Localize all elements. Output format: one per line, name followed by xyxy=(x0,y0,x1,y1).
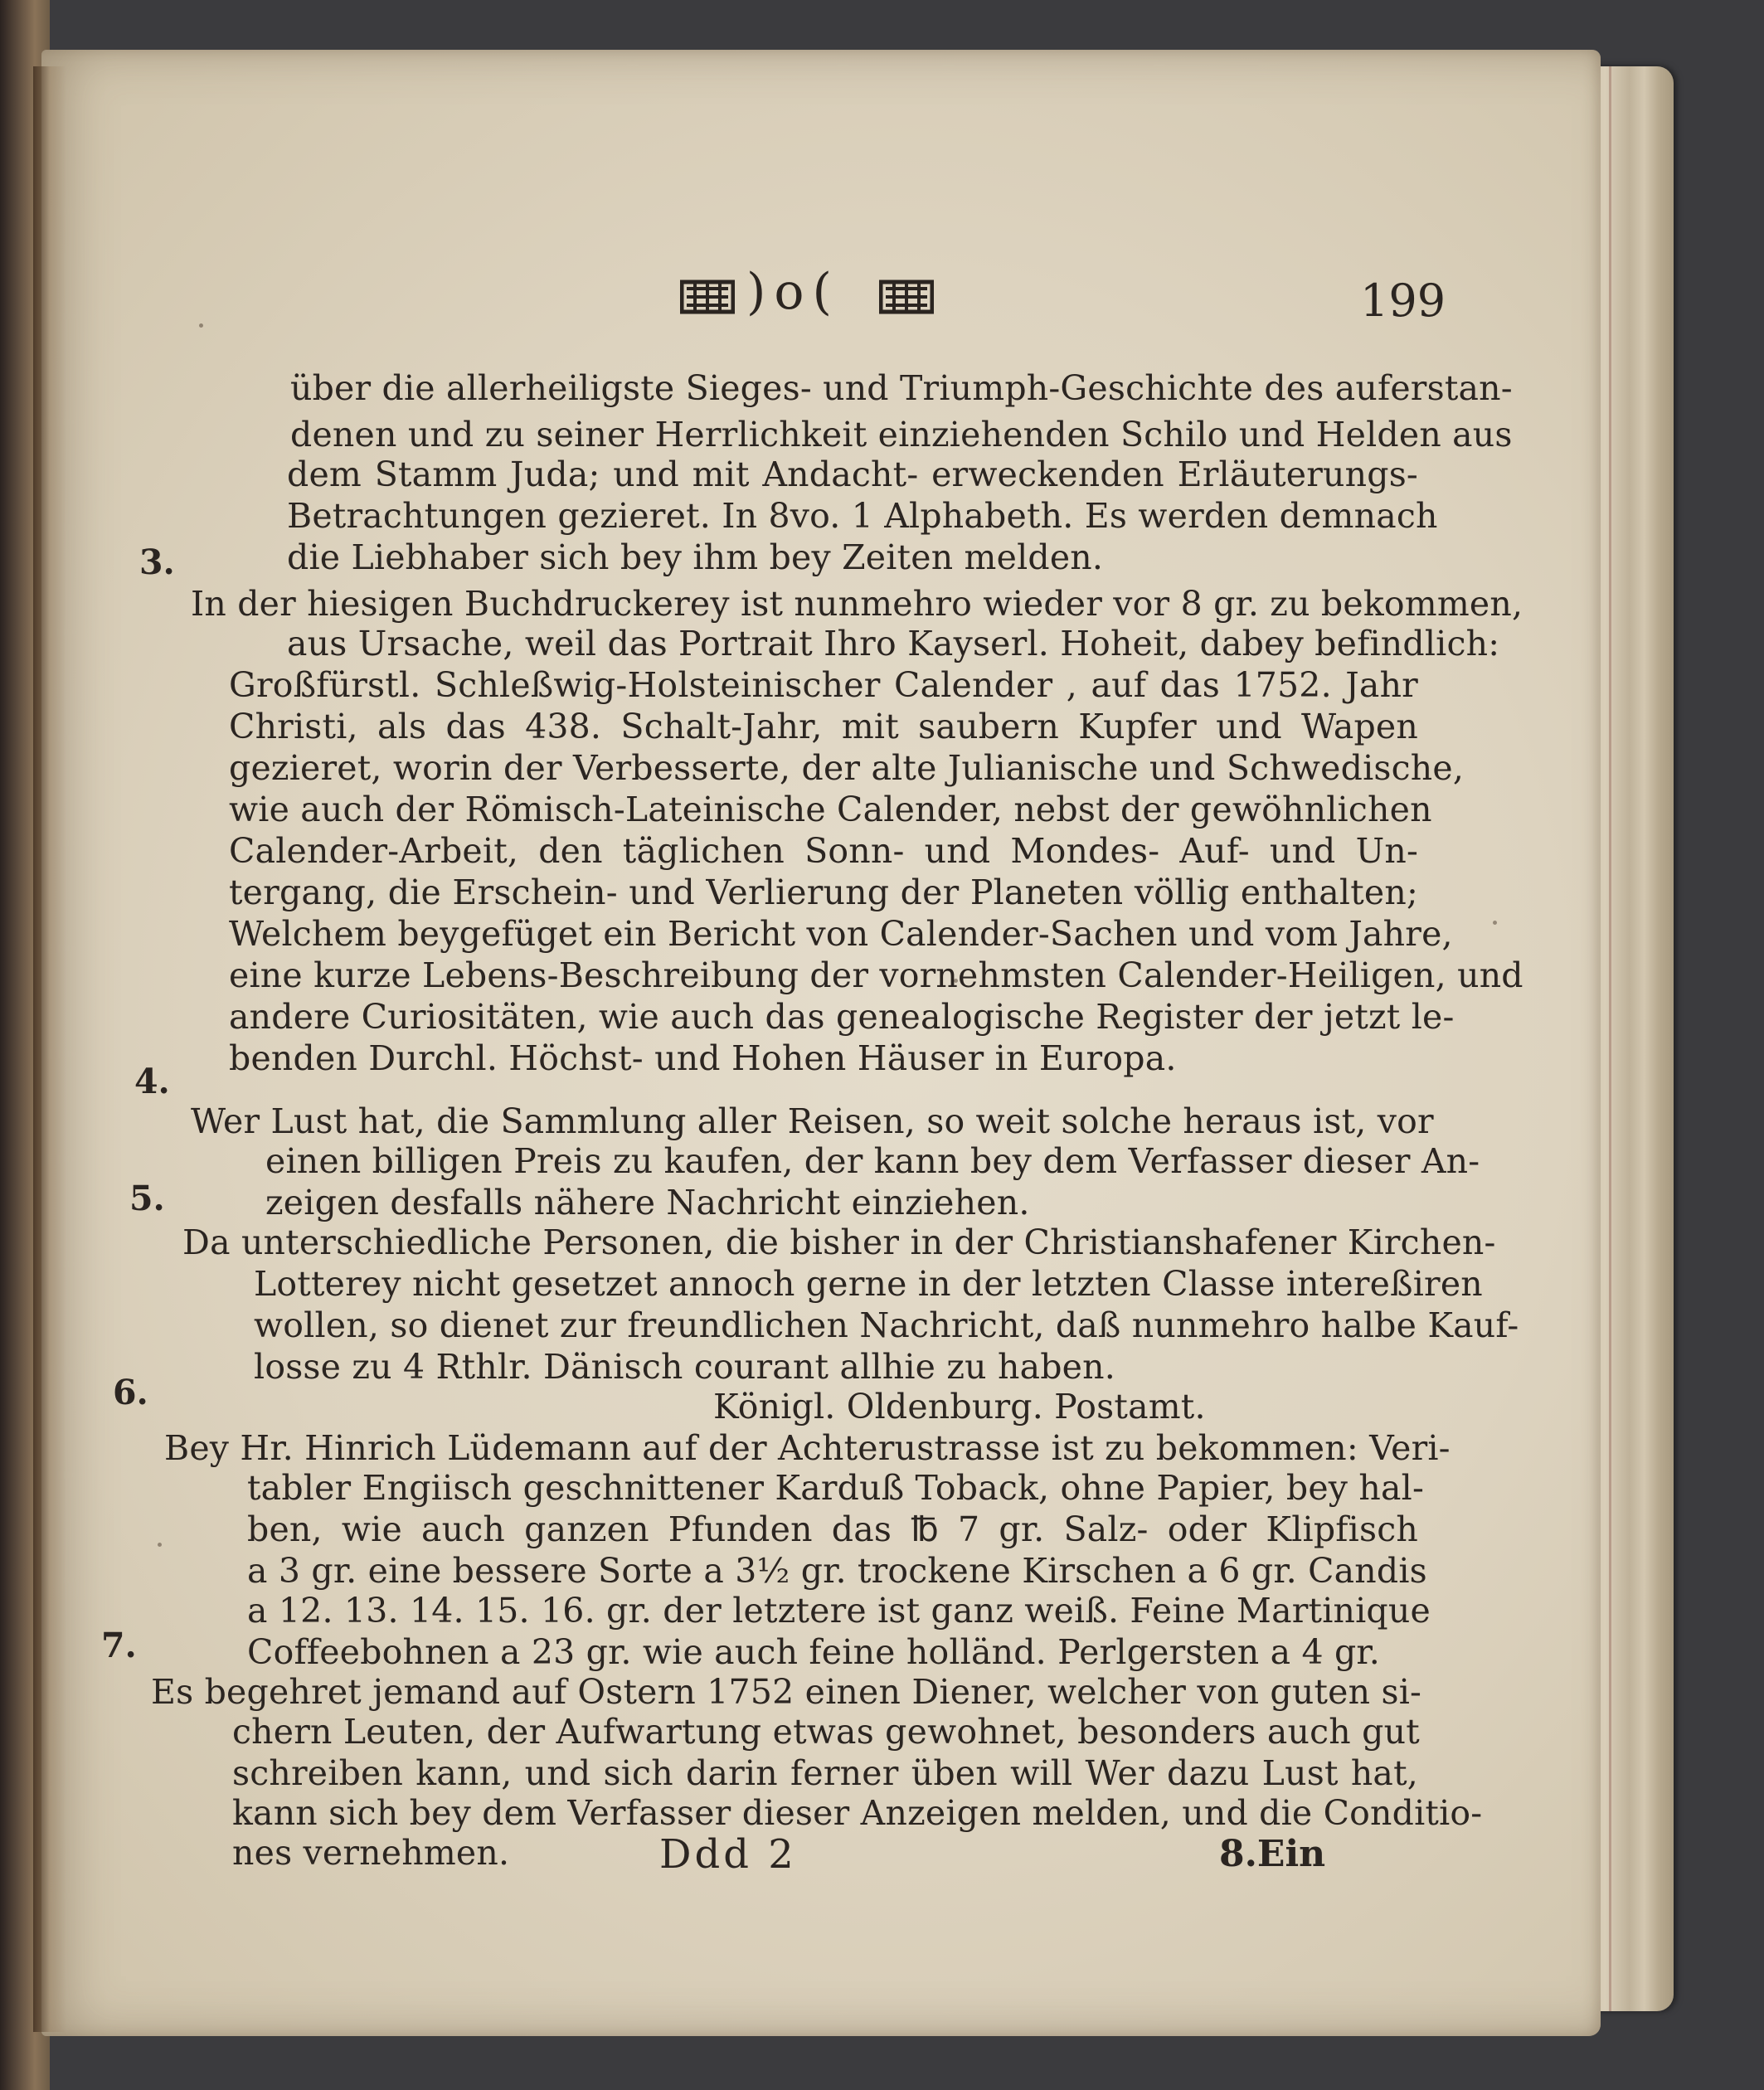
text-line: über die allerheiligste Sieges- und Triumph-Geschichte des auferstan- xyxy=(290,368,1513,408)
text-line: benden Durchl. Höchst- und Hohen Häuser in Europa. xyxy=(229,1038,1177,1078)
text-line: schreiben kann, und sich darin ferner üben will Wer dazu Lust hat, xyxy=(232,1753,1418,1793)
text-line: dem Stamm Juda; und mit Andacht- erweckenden Erläuterungs- xyxy=(287,454,1418,494)
text-line: Großfürstl. Schleßwig-Holsteinischer Calender , auf das 1752. Jahr xyxy=(229,665,1418,705)
text-line: wollen, so dienet zur freundlichen Nachricht, daß nunmehro halbe Kauf- xyxy=(254,1305,1519,1345)
text-line: ben, wie auch ganzen Pfunden das ℔ 7 gr. Salz- oder Klipfisch xyxy=(247,1509,1418,1549)
ornament-right-icon xyxy=(879,279,934,315)
paper-speck xyxy=(199,323,203,328)
text-line: einen billigen Preis zu kaufen, der kann bey dem Verfasser dieser An- xyxy=(265,1141,1480,1181)
page-header xyxy=(630,263,1446,347)
text-line: nes vernehmen. xyxy=(232,1833,510,1873)
page xyxy=(41,50,1601,2036)
text-line: Betrachtungen gezieret. In 8vo. 1 Alphabeth. Es werden demnach xyxy=(287,496,1438,536)
text-line: denen und zu seiner Herrlichkeit einziehenden Schilo und Helden aus xyxy=(290,415,1513,454)
signature-mark: Ddd 2 xyxy=(659,1831,797,1878)
text-line: andere Curiositäten, wie auch das genealogische Register der jetzt le- xyxy=(229,997,1455,1037)
text-line: Welchem beygefüget ein Bericht von Calender-Sachen und vom Jahre, xyxy=(229,914,1453,954)
text-line: Lotterey nicht gesetzet annoch gerne in der letzten Classe intereßiren xyxy=(254,1264,1483,1304)
text-line: a 3 gr. eine bessere Sorte a 3½ gr. trockene Kirschen a 6 gr. Candis xyxy=(247,1551,1427,1591)
paper-speck xyxy=(1493,921,1497,925)
catchword: 8.Ein xyxy=(1219,1833,1326,1875)
page-number: 199 xyxy=(1360,275,1446,327)
text-line: In der hiesigen Buchdruckerey ist nunmehro wieder vor 8 gr. zu bekommen, xyxy=(191,584,1523,624)
header-mark: )o( xyxy=(746,263,840,321)
text-line: losse zu 4 Rthlr. Dänisch courant allhie zu haben. xyxy=(254,1347,1115,1387)
text-line: tabler Engiisch geschnittener Karduß Toback, ohne Papier, bey hal- xyxy=(247,1468,1425,1508)
text-line: Da unterschiedliche Personen, die bisher in der Christianshafener Kirchen- xyxy=(182,1222,1496,1262)
text-line: Calender-Arbeit, den täglichen Sonn- und Mondes- Auf- und Un- xyxy=(229,831,1418,871)
text-line: Coffeebohnen a 23 gr. wie auch feine holländ. Perlgersten a 4 gr. xyxy=(247,1632,1380,1672)
item-number-4: 4. xyxy=(134,1062,170,1101)
text-line: die Liebhaber sich bey ihm bey Zeiten melden. xyxy=(287,537,1104,577)
text-area xyxy=(41,50,1601,2036)
text-line: Es begehret jemand auf Ostern 1752 einen Diener, welcher von guten si- xyxy=(151,1672,1422,1712)
text-line: aus Ursache, weil das Portrait Ihro Kayserl. Hoheit, dabey befindlich: xyxy=(287,624,1500,663)
text-line: Bey Hr. Hinrich Lüdemann auf der Achterustrasse ist zu bekommen: Veri- xyxy=(164,1428,1451,1468)
ornament-left-icon xyxy=(680,279,735,315)
paper-speck xyxy=(158,1543,162,1547)
item-number-3: 3. xyxy=(139,542,175,582)
text-line: Wer Lust hat, die Sammlung aller Reisen, so weit solche heraus ist, vor xyxy=(191,1101,1434,1141)
text-line: a 12. 13. 14. 15. 16. gr. der letztere ist ganz weiß. Feine Martinique xyxy=(247,1591,1431,1631)
text-line: wie auch der Römisch-Lateinische Calender, nebst der gewöhnlichen xyxy=(229,790,1432,829)
text-line: Christi, als das 438. Schalt-Jahr, mit saubern Kupfer und Wapen xyxy=(229,707,1418,746)
text-line: tergang, die Erschein- und Verlierung der Planeten völlig enthalten; xyxy=(229,872,1418,912)
item-number-6: 6. xyxy=(113,1373,148,1412)
item-number-5: 5. xyxy=(129,1179,165,1218)
text-line: kann sich bey dem Verfasser dieser Anzeigen melden, und die Conditio- xyxy=(232,1793,1483,1833)
text-line: eine kurze Lebens-Beschreibung der vornehmsten Calender-Heiligen, und xyxy=(229,955,1523,995)
text-line: gezieret, worin der Verbesserte, der alte Julianische und Schwedische, xyxy=(229,748,1465,788)
item-number-7: 7. xyxy=(101,1626,137,1665)
text-line: zeigen desfalls nähere Nachricht einziehen. xyxy=(265,1183,1030,1222)
signed-by: Königl. Oldenburg. Postamt. xyxy=(713,1387,1206,1427)
paper-speck xyxy=(954,979,958,983)
text-line: chern Leuten, der Aufwartung etwas gewohnet, besonders auch gut xyxy=(232,1712,1420,1752)
